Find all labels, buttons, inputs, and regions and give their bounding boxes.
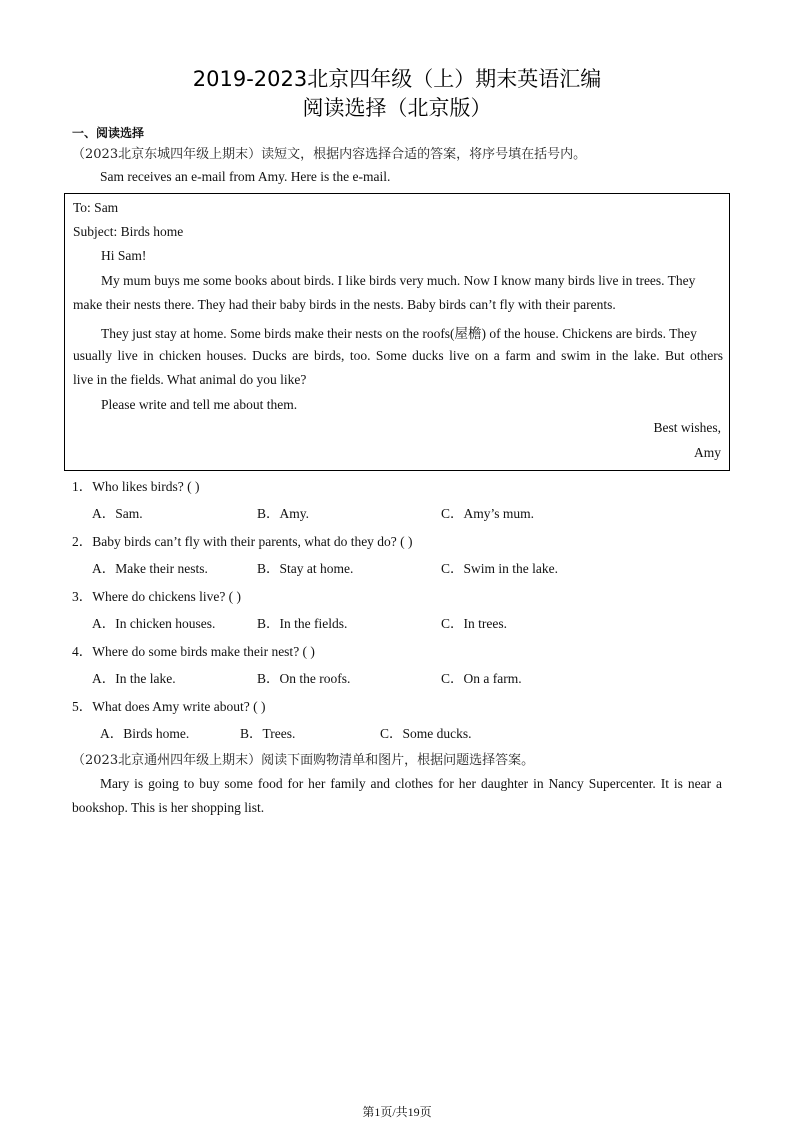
email-paragraph-line: live in the fields. What animal do you like? — [73, 372, 307, 387]
question-source: （2023北京通州四年级上期末）阅读下面购物清单和图片，根据问题选择答案。 — [72, 753, 535, 768]
email-closing: Best wishes, — [653, 420, 721, 435]
question-text: 5．What does Amy write about? ( ) — [72, 699, 266, 714]
option-c: C．Swim in the lake. — [441, 561, 558, 576]
option-c: C．On a farm. — [441, 671, 522, 686]
email-subject: Subject: Birds home — [73, 224, 184, 239]
section-heading: 一、阅读选择 — [72, 126, 145, 140]
option-a: A．Make their nests. — [92, 561, 208, 576]
email-box — [64, 193, 730, 471]
passage-line: Mary is going to buy some food for her family and clothes for her daughter in Nancy Supercenter. It is near a — [100, 776, 722, 791]
page-number: 第1页/共19页 — [362, 1105, 432, 1119]
document-subtitle: 阅读选择（北京版） — [302, 96, 492, 120]
option-a: A．Sam. — [92, 506, 143, 521]
passage-line: bookshop. This is her shopping list. — [72, 800, 265, 815]
option-b: B．On the roofs. — [257, 671, 351, 686]
passage-intro: Sam receives an e-mail from Amy. Here is the e-mail. — [100, 169, 391, 184]
option-a: A．Birds home. — [100, 726, 190, 741]
question-text: 4．Where do some birds make their nest? ( ) — [72, 644, 315, 659]
email-paragraph-line: Please write and tell me about them. — [101, 397, 298, 412]
option-c: C．Some ducks. — [380, 726, 472, 741]
email-paragraph-line: My mum buys me some books about birds. I like birds very much. Now I know many birds live in trees. They — [101, 273, 696, 288]
email-greeting: Hi Sam! — [101, 248, 147, 263]
email-paragraph-line: make their nests there. They had their baby birds in the nests. Baby birds can’t fly with their parents. — [73, 297, 616, 312]
email-signature: Amy — [694, 445, 721, 460]
option-c: C．Amy’s mum. — [441, 506, 535, 521]
option-b: B．Trees. — [240, 726, 296, 741]
option-b: B．Amy. — [257, 506, 310, 521]
option-b: B．In the fields. — [257, 616, 348, 631]
document-title: 2019-2023北京四年级（上）期末英语汇编 — [192, 67, 602, 91]
question-source: （2023北京东城四年级上期末）读短文，根据内容选择合适的答案，将序号填在括号内。 — [72, 147, 587, 162]
email-to: To: Sam — [73, 200, 119, 215]
option-b: B．Stay at home. — [257, 561, 354, 576]
email-paragraph-line: They just stay at home. Some birds make their nests on the roofs(屋檐) of the house. Chickens are birds. They — [101, 326, 697, 341]
option-a: A．In chicken houses. — [92, 616, 216, 631]
question-text: 1．Who likes birds? ( ) — [72, 479, 200, 494]
question-text: 3．Where do chickens live? ( ) — [72, 589, 242, 604]
email-paragraph-line: usually live in chicken houses. Ducks are birds, too. Some ducks live on a farm and swim in the lake. But others — [73, 348, 723, 363]
question-text: 2．Baby birds can’t fly with their parents, what do they do? ( ) — [72, 534, 413, 549]
option-a: A．In the lake. — [92, 671, 176, 686]
option-c: C．In trees. — [441, 616, 507, 631]
